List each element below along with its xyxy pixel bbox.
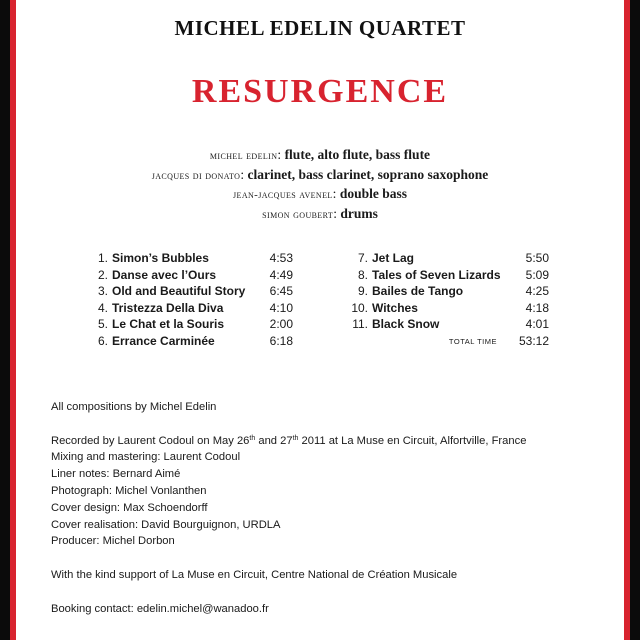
total-time-label: TOTAL TIME bbox=[448, 336, 497, 346]
track-number: 6. bbox=[97, 333, 108, 348]
track-row bbox=[93, 300, 293, 317]
label-logo-clipped bbox=[290, 634, 360, 640]
musician-list bbox=[0, 146, 640, 224]
track-number: 9. bbox=[357, 284, 368, 299]
musician-line: jacques di donato: clarinet, bass clarinet, soprano saxophone bbox=[151, 166, 489, 182]
track-duration: 5:09 bbox=[525, 267, 549, 282]
track-duration: 4:53 bbox=[269, 251, 293, 265]
track-title: Black Snow bbox=[372, 317, 440, 332]
artist-title: MICHEL EDELIN QUARTET bbox=[174, 16, 466, 40]
musician-role: clarinet, bass clarinet, soprano saxophone bbox=[247, 166, 489, 182]
track-duration: 5:50 bbox=[525, 251, 549, 265]
credit-compositions: All compositions by Michel Edelin bbox=[51, 401, 217, 413]
track-number: 4. bbox=[97, 300, 108, 315]
track-duration: 4:49 bbox=[269, 267, 293, 282]
track-row bbox=[350, 250, 549, 267]
musician-name: jacques di donato bbox=[151, 169, 241, 182]
musician-line: jean-jacques avenel: double bass bbox=[233, 186, 407, 201]
musician-name: simon goubert bbox=[262, 208, 334, 221]
track-number: 10. bbox=[351, 300, 368, 315]
total-time-value: 53:12 bbox=[518, 333, 549, 348]
track-duration: 6:18 bbox=[269, 333, 293, 348]
track-row bbox=[350, 283, 549, 300]
track-duration: 4:25 bbox=[525, 284, 549, 299]
track-number: 3. bbox=[97, 284, 108, 299]
credit-support: With the kind support of La Muse en Circuit, Centre National de Création Musicale bbox=[51, 568, 458, 581]
track-duration: 2:00 bbox=[269, 317, 293, 332]
track-title: Errance Carminée bbox=[112, 333, 215, 348]
track-number: 11. bbox=[352, 317, 368, 332]
track-row bbox=[93, 283, 293, 300]
total-time-row bbox=[350, 333, 549, 350]
credit-recorded-part: 2011 at La Muse en Circuit, Alfortville, France bbox=[298, 434, 527, 447]
track-number: 5. bbox=[97, 317, 108, 332]
ordinal-suffix: th bbox=[292, 434, 299, 442]
track-number: 2. bbox=[97, 267, 108, 282]
track-title: Jet Lag bbox=[372, 251, 415, 265]
track-duration: 6:45 bbox=[269, 284, 293, 299]
credit-recorded-part: and 27 bbox=[255, 434, 293, 447]
track-duration: 4:18 bbox=[525, 300, 549, 315]
track-title: Simon’s Bubbles bbox=[112, 251, 209, 265]
track-row bbox=[350, 316, 549, 333]
musician-role: double bass bbox=[339, 186, 407, 201]
track-number: 8. bbox=[357, 267, 368, 282]
album-title: RESURGENCE bbox=[191, 73, 449, 110]
track-title: Danse avec l’Ours bbox=[112, 267, 217, 282]
track-title: Tristezza Della Diva bbox=[112, 300, 224, 315]
credit-mixing: Mixing and mastering: Laurent Codoul bbox=[51, 451, 241, 464]
track-row bbox=[93, 333, 293, 350]
credit-cover-realisation: Cover realisation: David Bourguignon, URDLA bbox=[51, 518, 281, 531]
credit-recorded-part: Recorded by Laurent Codoul on May 26 bbox=[51, 434, 250, 447]
tracklist-left bbox=[93, 250, 293, 350]
credit-cover-design: Cover design: Max Schoendorff bbox=[51, 501, 208, 514]
credit-liner: Liner notes: Bernard Aimé bbox=[51, 468, 181, 481]
credit-photo: Photograph: Michel Vonlanthen bbox=[51, 484, 207, 497]
spacer bbox=[51, 550, 611, 567]
musician-role: drums bbox=[340, 205, 378, 221]
musician-line: michel edelin: flute, alto flute, bass flute bbox=[209, 147, 431, 162]
credit-producer: Producer: Michel Dorbon bbox=[51, 535, 175, 548]
tracklist-right bbox=[350, 250, 549, 350]
spacer bbox=[51, 584, 611, 601]
track-row bbox=[93, 316, 293, 333]
musician-name: jean-jacques avenel bbox=[233, 189, 333, 201]
track-duration: 4:10 bbox=[269, 300, 293, 315]
ordinal-suffix: th bbox=[249, 434, 256, 442]
track-title: Tales of Seven Lizards bbox=[372, 267, 501, 282]
credit-recorded bbox=[51, 433, 611, 450]
track-row bbox=[350, 300, 549, 317]
track-row bbox=[93, 250, 293, 267]
track-title: Old and Beautiful Story bbox=[112, 284, 246, 299]
track-row bbox=[350, 267, 549, 284]
track-row bbox=[93, 267, 293, 284]
credits-block bbox=[51, 399, 611, 617]
musician-role: flute, alto flute, bass flute bbox=[284, 147, 431, 162]
track-number: 1. bbox=[97, 251, 108, 265]
track-title: Bailes de Tango bbox=[372, 284, 464, 299]
track-title: Witches bbox=[372, 300, 418, 315]
track-title: Le Chat et la Souris bbox=[112, 317, 225, 332]
track-duration: 4:01 bbox=[525, 317, 549, 332]
musician-line: simon goubert: drums bbox=[262, 205, 378, 221]
spacer bbox=[51, 416, 611, 433]
credit-booking: Booking contact: edelin.michel@wanadoo.fr bbox=[51, 602, 269, 615]
track-number: 7. bbox=[357, 251, 368, 265]
musician-name: michel edelin bbox=[209, 150, 278, 162]
